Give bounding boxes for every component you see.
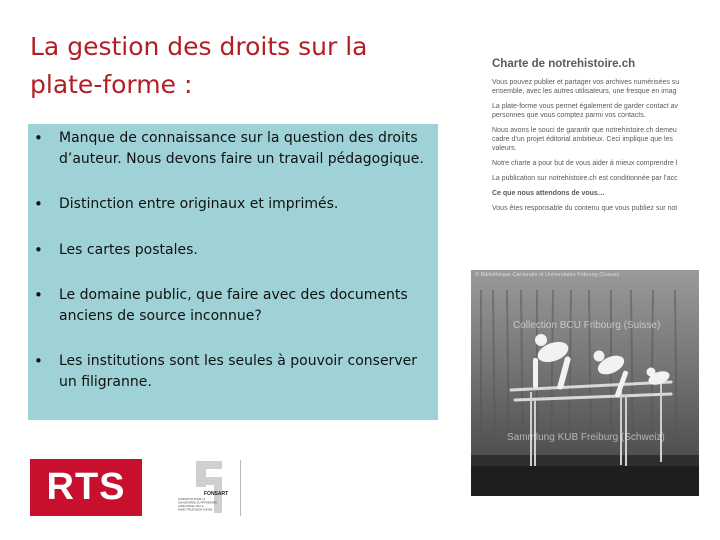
bullet-list	[32, 128, 434, 393]
bullet-item-5: • Les institutions sont les seules à pouvoir conserver un filigranne.	[32, 351, 434, 393]
charter-line-8: Notre charte a pour but de vous aider à mieux comprendre l	[492, 160, 678, 167]
bullet-item-1: • Manque de connaissance sur la question des droits d’auteur. Nous devons faire un travail pédagogique.	[32, 128, 434, 170]
charter-line-7: valeurs.	[492, 145, 517, 152]
charter-line-11: Vous êtes responsable du contenu que vous publiez sur not	[492, 205, 678, 212]
charter-line-4: personnes que vous comptez parmi vos contacts.	[492, 112, 646, 119]
photo-watermark-bottom: Sammlung KUB Freiburg (Schweiz)	[507, 432, 665, 443]
rts-logo	[30, 459, 142, 516]
fonsart-sub-3: AUDIOVISUEL DE LA	[178, 505, 204, 508]
charter-heading: Charte de notrehistoire.ch	[492, 58, 636, 70]
charter-line-2: ensemble, avec les autres utilisateurs, une fresque en imag	[492, 88, 677, 95]
photo-watermark-top: Collection BCU Fribourg (Suisse)	[513, 320, 661, 331]
charter-line-9: La publication sur notrehistoire.ch est conditionnée par l’acc	[492, 175, 678, 182]
bullet-item-4: • Le domaine public, que faire avec des documents anciens de source inconnue?	[32, 285, 434, 327]
fonsart-sub-2: SAUVEGARDE DU PATRIMOINE	[178, 501, 217, 505]
slide-title-line-2: plate-forme :	[30, 70, 193, 99]
fonsart-title: FONSART	[204, 491, 229, 497]
logo-divider	[240, 460, 241, 516]
charter-screenshot	[488, 58, 700, 266]
slide-title	[30, 28, 450, 104]
charter-line-6: cadre d’un projet éditorial ambitieux. Ceci implique que les	[492, 136, 673, 143]
bullet-item-3: • Les cartes postales.	[32, 240, 434, 261]
charter-line-10: Ce que nous attendons de vous…	[492, 190, 605, 197]
fonsart-logo	[148, 459, 238, 519]
slide-title-line-1: La gestion des droits sur la	[30, 32, 368, 61]
bullet-item-2: • Distinction entre originaux et imprimés.	[32, 194, 434, 215]
charter-line-5: Nous avons le souci de garantir que notrehistoire.ch demeu	[492, 127, 677, 134]
fonsart-sub-4: RADIO TÉLÉVISION SUISSE	[178, 508, 213, 512]
bullet-box	[28, 124, 438, 420]
photo-credit: © Bibliothèque Cantonale et Universitaire Fribourg (Suisse)	[475, 272, 620, 278]
charter-line-1: Vous pouvez publier et partager vos archives numérisées su	[492, 79, 680, 86]
fonsart-sub-1: FONDATION POUR LA	[178, 498, 206, 501]
gymnastics-photo	[471, 270, 699, 496]
gymnastics-photo-image	[471, 270, 699, 496]
rts-logo-text: RTS	[46, 466, 126, 508]
charter-line-3: La plate-forme vous permet également de garder contact av	[492, 103, 678, 110]
